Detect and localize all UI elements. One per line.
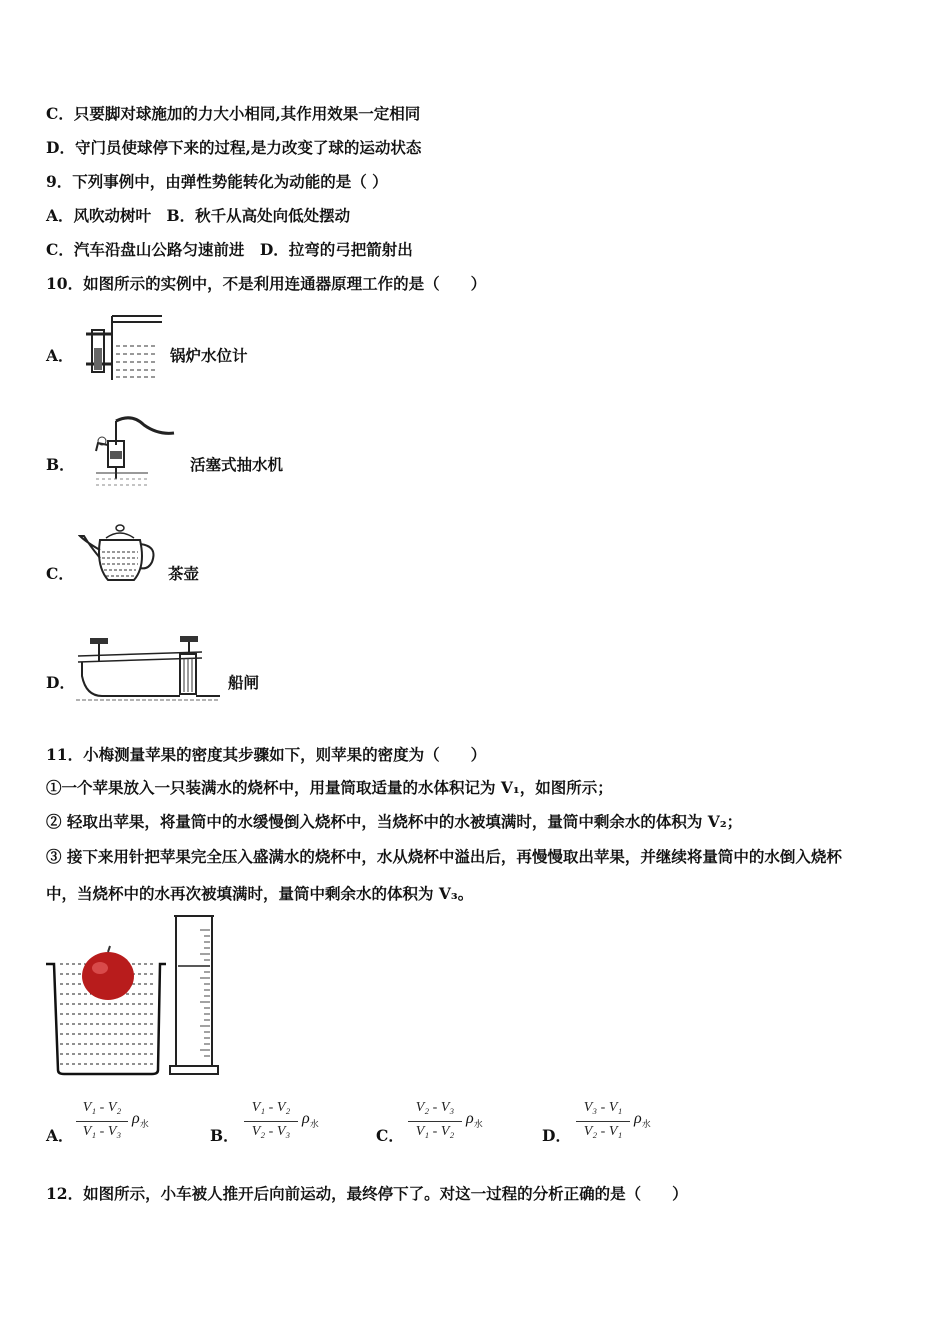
q10-option-c-letter: C． [46,564,74,583]
boiler-gauge-figure [80,310,162,382]
q11-stem: 11．小梅测量苹果的密度其步骤如下，则苹果的密度为（ ） [46,745,487,764]
rho-water-symbol: $\rho_水$ [466,1110,483,1130]
rho-water-symbol: $\rho_水$ [302,1110,319,1130]
q11-option-a-fraction [76,1100,128,1146]
q10-option-b-caption: 活塞式抽水机 [190,455,284,474]
fraction-bar [408,1121,462,1122]
q11-step3-line2: 中，当烧杯中的水再次被填满时，量筒中剩余水的体积为 V₃。 [46,884,474,903]
apple-icon [82,952,134,1000]
q10-option-a-caption: 锅炉水位计 [170,346,248,365]
q11-option-d-letter: D． [542,1126,571,1145]
rho-water-symbol: $\rho_水$ [634,1110,651,1130]
q11-step1: ①一个苹果放入一只装满水的烧杯中，用量筒取适量的水体积记为 V₁，如图所示； [46,778,613,797]
q11-option-b-letter: B． [210,1126,239,1145]
q11-option-c-fraction [408,1100,462,1146]
fraction-bar [76,1121,128,1122]
fraction-bar [244,1121,298,1122]
fraction-denominator: V₁ - V₃ [82,1124,122,1139]
fraction-numerator: V₁ - V₂ [251,1100,291,1115]
q8-option-c: C．只要脚对球施加的力大小相同,其作用效果一定相同 [46,104,421,123]
fraction-denominator: V₂ - V₃ [251,1124,291,1139]
rho-water-symbol: $\rho_水$ [132,1110,149,1130]
q11-option-a-letter: A． [46,1126,74,1145]
q11-option-c-letter: C． [376,1126,404,1145]
q9-stem: 9．下列事例中，由弹性势能转化为动能的是（ ） [46,172,388,191]
q12-stem: 12．如图所示，小车被人推开后向前运动，最终停下了。对这一过程的分析正确的是（ ） [46,1184,688,1203]
ship-lock-figure [72,632,222,704]
q10-stem: 10．如图所示的实例中，不是利用连通器原理工作的是（ ） [46,274,487,293]
q10-option-a-letter: A． [46,346,74,365]
q10-option-d-letter: D． [46,673,75,692]
fraction-numerator: V₃ - V₁ [583,1100,623,1115]
piston-pump-figure [78,415,178,491]
q11-option-d-fraction [576,1100,630,1146]
fraction-denominator: V₂ - V₁ [583,1124,623,1139]
q11-step3-line1: ③ 接下来用针把苹果完全压入盛满水的烧杯中，水从烧杯中溢出后，再慢慢取出苹果，并继续将量筒中的水倒入烧杯 [46,847,842,866]
q11-option-b-fraction [244,1100,298,1146]
q9-options-ab: A．风吹动树叶 B．秋千从高处向低处摆动 [46,206,351,225]
q8-option-d: D．守门员使球停下来的过程,是力改变了球的运动状态 [46,138,422,157]
fraction-numerator: V₂ - V₃ [415,1100,455,1115]
graduated-cylinder-figure [166,910,222,1078]
q11-step2: ② 轻取出苹果，将量筒中的水缓慢倒入烧杯中，当烧杯中的水被填满时，量筒中剩余水的体积为 V₂； [46,812,743,831]
q10-option-b-letter: B． [46,455,75,474]
q10-option-c-caption: 茶壶 [168,564,200,583]
q10-option-d-caption: 船闸 [228,673,260,692]
fraction-denominator: V₁ - V₂ [415,1124,455,1139]
teapot-figure [78,522,160,588]
q9-options-cd: C．汽车沿盘山公路匀速前进 D．拉弯的弓把箭射出 [46,240,413,259]
fraction-bar [576,1121,630,1122]
beaker-apple-figure [44,938,168,1078]
fraction-numerator: V₁ - V₂ [82,1100,122,1115]
